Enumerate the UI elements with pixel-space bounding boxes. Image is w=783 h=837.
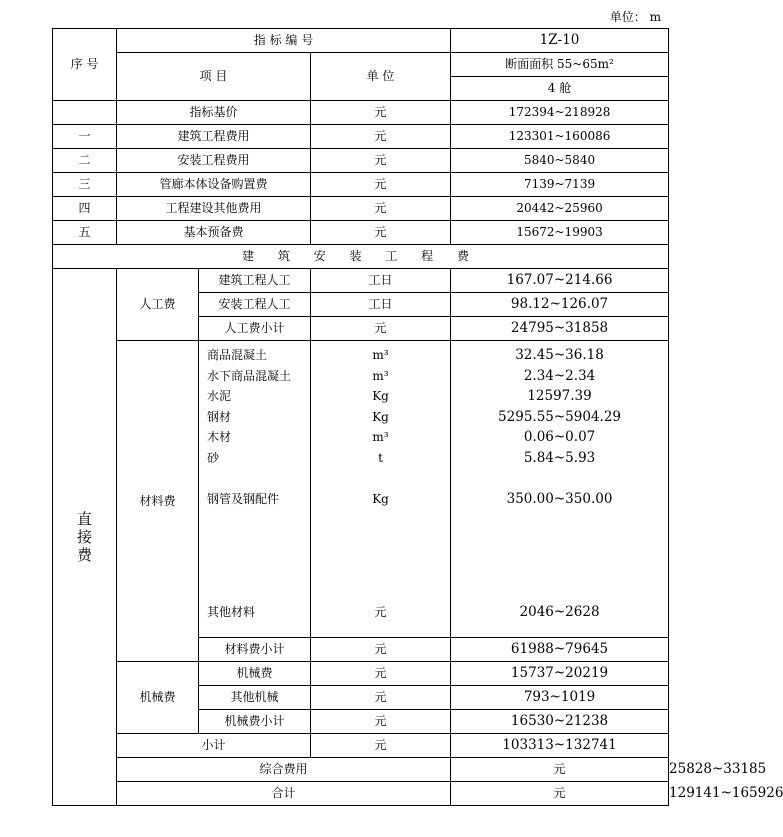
total-unit: 元 (451, 782, 669, 806)
material-value: 5.84~5.93 (523, 449, 596, 466)
labor-unit: 工日 (311, 293, 451, 317)
subtotal-item: 小计 (117, 734, 311, 758)
row-seq: 一 (53, 125, 117, 149)
row-seq: 三 (53, 173, 117, 197)
material-item: 砂 (207, 450, 220, 465)
row-value: 7139~7139 (451, 173, 669, 197)
material-item: 木材 (207, 430, 232, 444)
row-seq: 二 (53, 149, 117, 173)
labor-item: 人工费小计 (199, 317, 311, 341)
table-row (53, 221, 669, 245)
material-value: 0.06~0.07 (523, 429, 596, 445)
material-unit: m³ (372, 430, 389, 444)
row-seq: 四 (53, 197, 117, 221)
row-value: 20442~25960 (451, 197, 669, 221)
header-section-area: 断面面积 55~65m² (451, 53, 669, 77)
row-seq (53, 101, 117, 125)
header-item: 项 目 (117, 53, 311, 101)
header-index-code: 1Z-10 (451, 29, 669, 53)
labor-value: 98.12~126.07 (451, 293, 669, 317)
materials-subtotal-unit: 元 (311, 638, 451, 662)
material-value: 32.45~36.18 (515, 347, 604, 363)
materials-subtotal-item: 材料费小计 (199, 638, 311, 662)
overall-fee-unit: 元 (451, 758, 669, 782)
direct-cost-label (53, 269, 117, 806)
material-unit: 元 (374, 604, 387, 619)
material-item: 商品混凝土 (207, 348, 268, 362)
labor-item: 建筑工程人工 (199, 269, 311, 293)
material-unit: Kg (372, 409, 389, 424)
row-item: 基本预备费 (117, 221, 311, 245)
material-item: 钢材 (207, 409, 232, 424)
machinery-value: 16530~21238 (451, 710, 669, 734)
machinery-item: 其他机械 (199, 686, 311, 710)
machinery-value: 15737~20219 (451, 662, 669, 686)
materials-unit-list (311, 341, 451, 638)
labor-value: 167.07~214.66 (451, 269, 669, 293)
total-item: 合计 (117, 782, 451, 806)
row-item: 建筑工程费用 (117, 125, 311, 149)
material-unit: Kg (372, 492, 389, 506)
header-cabins: 4 舱 (451, 77, 669, 101)
materials-group-label: 材料费 (117, 341, 199, 662)
row-unit: 元 (311, 197, 451, 221)
row-unit: 元 (311, 101, 451, 125)
material-value: 350.00~350.00 (506, 491, 613, 507)
materials-value-list (451, 341, 669, 638)
row-item: 管廊本体设备购置费 (117, 173, 311, 197)
table-row (53, 149, 669, 173)
machinery-unit: 元 (311, 710, 451, 734)
material-unit: Kg (372, 389, 389, 403)
labor-item: 安装工程人工 (199, 293, 311, 317)
cost-index-table: 序 号 指 标 编 号 1Z-10 项 目 单 位 断面面积 55~65m² 4 舱 指标基价 元 172394~218928 一 建筑工程费用 元 123301~160086 二 安装工程费用 元 5840~5840 三 管廊本体设备购置费 元 7139~7139 四 工程建设其他费用 元 20442~25960 五 基本预备费 元 15672~19903 建 筑 安 装 工 程 费 直 接 费 人工费 建筑工程人工 工日 167.07~214.66 安装工程人工 工日 98.12~126.07 人工费小计 元 24795~31858 材料费 商品混凝土 水下商品混凝土 水泥 钢材 木材 砂 钢管及钢配件 其他材料 m³ m³ Kg Kg m³ t Kg 元 32.45~36.18 2.34~2.34 12597.39 5295.55~5904.29 0.06~0.07 5.84~5.93 350.00~350.00 2046~2628 材料费小计 元 61988~79645 机械费 机械费 元 15737~20219 其他机械 元 793~1019 机械费小计 元 16530~21238 小计 元 103313~132741 综合费用 元 25828~33185 合计 元 129141~165926 (52, 28, 669, 806)
material-item: 水下商品混凝土 (207, 368, 292, 383)
row-item: 工程建设其他费用 (117, 197, 311, 221)
header-seq: 序 号 (53, 29, 117, 101)
row-seq: 五 (53, 221, 117, 245)
direct-label-char: 费 (76, 546, 92, 564)
table-row (53, 197, 669, 221)
row-unit: 元 (311, 173, 451, 197)
machinery-item: 机械费 (199, 662, 311, 686)
unit-note: 单位： m (609, 10, 661, 24)
row-item: 安装工程费用 (117, 149, 311, 173)
direct-label-char: 直 (76, 510, 92, 528)
overall-fee-item: 综合费用 (117, 758, 451, 782)
row-unit: 元 (311, 149, 451, 173)
material-value: 12597.39 (527, 388, 592, 404)
material-value: 2.34~2.34 (523, 367, 596, 384)
materials-item-list (199, 341, 311, 638)
subtotal-value: 103313~132741 (451, 734, 669, 758)
header-index-code-label: 指 标 编 号 (117, 29, 451, 53)
header-unit: 单 位 (311, 53, 451, 101)
materials-subtotal-value: 61988~79645 (451, 638, 669, 662)
labor-value: 24795~31858 (451, 317, 669, 341)
material-unit: m³ (372, 368, 389, 383)
material-item: 钢管及钢配件 (207, 492, 280, 506)
row-value: 123301~160086 (451, 125, 669, 149)
table-row (53, 173, 669, 197)
machinery-unit: 元 (311, 662, 451, 686)
row-value: 172394~218928 (451, 101, 669, 125)
row-unit: 元 (311, 221, 451, 245)
material-item: 水泥 (207, 389, 232, 403)
labor-group-label: 人工费 (117, 269, 199, 341)
labor-unit: 元 (311, 317, 451, 341)
section-title: 建 筑 安 装 工 程 费 (53, 245, 669, 269)
table-row (53, 125, 669, 149)
machinery-group-label: 机械费 (117, 662, 199, 734)
labor-unit: 工日 (311, 269, 451, 293)
material-value: 5295.55~5904.29 (498, 408, 622, 425)
row-value: 15672~19903 (451, 221, 669, 245)
machinery-item: 机械费小计 (199, 710, 311, 734)
row-unit: 元 (311, 125, 451, 149)
row-value: 5840~5840 (451, 149, 669, 173)
subtotal-unit: 元 (311, 734, 451, 758)
machinery-unit: 元 (311, 686, 451, 710)
table-row (53, 101, 669, 125)
material-item: 其他材料 (207, 604, 256, 619)
direct-label-char: 接 (76, 528, 92, 546)
material-unit: m³ (372, 348, 389, 362)
material-unit: t (378, 450, 383, 465)
row-item: 指标基价 (117, 101, 311, 125)
material-value: 2046~2628 (519, 603, 600, 620)
machinery-value: 793~1019 (451, 686, 669, 710)
